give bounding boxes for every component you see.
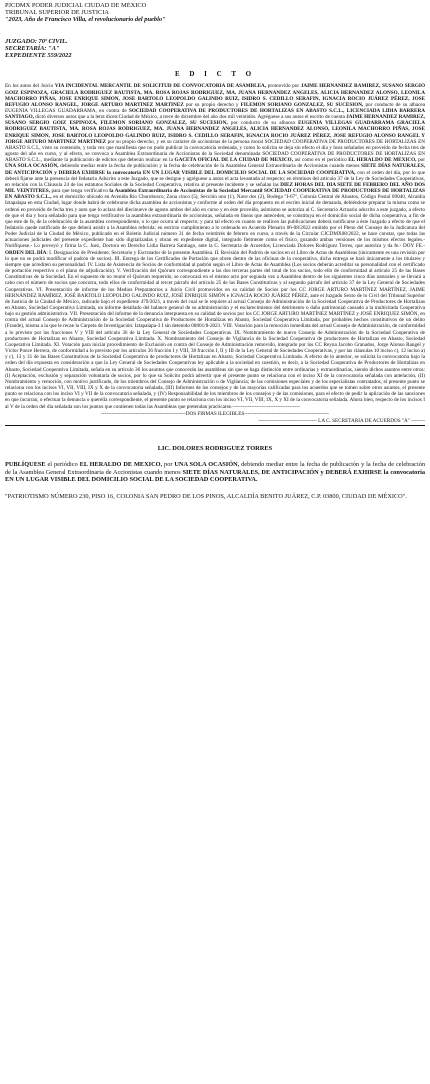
body-text: por conducto de su albacea — [227, 120, 299, 127]
body-bold: FILEMON SORIANO GONZALEZ, SU SUCESION, — [240, 101, 364, 108]
body-text: : I. Designación de Presidente, Secretario y Escrutador de la presente Asamblea. II. Revisión del Padrón de socios en el Libro de Actas de Asambleas (únicamente es una revisión por lo que no se podrá modificar el padrón de socios). III. Entrega de los Certificados de Portación que obren dentro de las oficinas de la cooperativa, dicha entrega se hará únicamente a los titulares y siempre que acrediten su personalidad. IV. Lista de Asistencia de Socios de conformidad al padrón según el Libro de Actas de Asamblea (Los socios deberán acreditar su personalidad con el certificado de portación respectivo o el plano de adjudicación). V. Verificación del Quórum correspondiente a las dos terceras partes del total de los socios, todo ello de conformidad al artículo 25 de las Bases Constitutivas de la Sociedad. En el supuesto de no reunir el Quórum requerido, se convocará en el mismo acto por segunda vez a Asamblea dentro de los siguientes cinco días naturales y se llevará a cabo con el número de socios que concurra, todo ellos de conformidad al tercer párrafo del artículo 25 de las Bases Constitutivas y al segundo párrafo del artículo 37 de la Ley General de Sociedades Cooperativas. VI. Presentación de informe de los Medios Preparatorios a Juicio Civil promovidos en su calidad de Socios por los CC JORGE ARTURO MARTÍNEZ MARTÍNEZ, JAIME HERNÁNDEZ RAMÍREZ, JOSÉ BARTOLO LEOPOLDO GALINDO RUIZ, JOSÉ ENRIQUE SIMÓN e IGNACIA ROCIO JUÁREZ PÉREZ, ante el Juzgado Sexto de lo Civil del Tribunal Superior de Justicia de la Ciudad de México, radicado bajo el expediente 479/2021, a través del cual se le requiere al actual Consejo de Administración de la Sociedad Cooperativa de Productores de Hortalizas en Abasto, Sociedad Cooperativa Limitada, un informe detallado del balance general de su administración y el esclarecimiento del detrimento o daño patrimonial causado a la multicitada Cooperativa bajo su gestión administrativa. VII. Presentación del informe de la denuncia interpuesta en su calidad de socios por los CC JORGE ARTURO MARTÍNEZ MARTÍNEZ y JOSÉ ENRIQUEZ SIMÓN, en contra del actual Consejo de Administración de la Sociedad Cooperativa de Productores de Hortalizas en Abasto, Sociedad Cooperativa Limitada, por probables hechos constitutivos de un delito (Fraude), misma a la que le recae la Carpeta de Investigación: Iztapalapa-3 I sin detenido 00801/8-2021. VIII. Votación para la remoción inmediata del actual Consejo de Administración, de conformidad a lo previsto por las fracciones V y VIII del artículo 36 de la Ley General de Sociedades Cooperativas. IX. Nombramiento de nuevo Consejo de Administración de la Sociedad Cooperativa de productores de Hortalizas en Abasto, Sociedad Cooperativa Limitada. X. Nombramiento del Consejo de Vigilancia de la Sociedad Cooperativa de productores de Hortalizas en Abasto, Sociedad Cooperativa Limitada. XI. Votación para iniciar procedimiento de Exclusión en contra del Consejo de Administración removido, integrado por los CC Reyna Jacobo Granados, Jorge Alonso Rangel y Víctor Ponce Herrera, de conformidad a lo previsto por los artículos 36 fracción I y VIII, 38 fracción I, II y III de la Ley General de Sociedades Cooperativas, y por las cláusulas 10 inciso c), 12 inciso a) y c), 13 y 31 de las Bases Constitutivas de la Sociedad Cooperativa de productores de Hortalizas en Abasto, Sociedad Cooperativa Limitada. A efecto de lo anterior, se solicita la convocatoria bajo la orden del día expuesta en consideración a que la Ley General de Sociedades Cooperativas ley aplicable a la sociedad en cuestión, es decir, a la Sociedad Cooperativa de Productores de Hortalizas en Abasto, Sociedad Cooperativa Limitada, señala en su artículo 36 los asuntos que conocerán las asambleas sin que se haga distinción entre ordinarias y extraordinarias, siendo dichos asuntos entre otros: (I) Aceptación, exclusión y separación voluntaria de socios, por lo que su Solicito podrá advertir que el presente punto se relaciona con el inciso XI de la convocatoria señalada con antelación, (II) Nombramiento y remoción, con motivo justificado, de los miembros del Consejo de Administración o de Vigilancia; de las comisiones especiales y de los especialistas contratados, el presente punto se relaciona con los incisos VI, VII, VIII, IX y X de la convocatoria señalada, (III) Informes de los consejos y de las mayorías calificadas para los acuerdos que se tomen sobre otros asuntos, el presente punto se relaciona con los inciso VI y VII de la convocatoria señalada, y (IV) Responsabilidad de los miembros de los consejos y de las comisiones, para el efecto de pedir la aplicación de las sanciones en que incurran, o efectuar la denuncia o querella correspondiente, el presente punto se relaciona con los inciso VI, VII, VIII, IX, X y XI de la convocatoria señalada. Ahora bien, respecto de los incisos I al V de la orden del día señalada son los puntos que contienen todas las Asambleas que pretendan practicarse.--------------------------------------- — [5, 249, 425, 410]
body-text: dictó diversos autos que a la letra dicen:Ciudad de México, a trece de diciembre del año dos mil veintidós. Agréguese a sus autos el escrito de cuenta — [33, 114, 347, 121]
body-bold: DIEZ HORAS DEL DIA SIETE DE FEBRERO DEL AÑO DOS MIL VEINTITRES, — [5, 181, 425, 195]
body-text: por su propio derecho y — [183, 101, 241, 108]
body-text: por — [416, 157, 425, 164]
pub-bold: PUBLÍQUESE — [5, 461, 46, 469]
header-line-1: PJCDMX PODER JUDICIAL CIUDAD DE MÉXICO — [5, 2, 147, 9]
pub-bold: SIETE DÍAS NATURALES, DE ANTICIPACIÓN y DEBERÁ EXHIRSE la convocatoria EN UN LUGAR VISIBLE DEL DOMICILIO SOCIAL DE LA SOCIEDAD COOPERATIVA. — [5, 468, 425, 483]
publication-note — [5, 461, 425, 483]
body-bold: GACETA OFICIAL DE LA CIUDAD DE MEXICO, — [174, 157, 294, 164]
court-name: JUZGADO: 70º CIVIL. — [5, 37, 68, 45]
pub-bold: EL HERALDO DE MEXICO, — [79, 461, 163, 469]
secretary-line: ---------------------------------- LA C. SECRETARIA DE ACUERDOS "A" -------- — [258, 417, 425, 424]
signatory-name: LIC. DOLORES RODRIGUEZ TORRES — [157, 444, 273, 452]
body-bold: ORDEN DEL DÍA — [5, 249, 47, 256]
secretary-name: SECRETARÍA: "A" — [5, 44, 60, 52]
pub-text: debiendo mediar entre la fecha de publicación y la fecha de celebración de la Asamblea General Extraordinaria de Accionistas cuando menos — [5, 461, 425, 476]
edict-document — [5, 2, 425, 1080]
body-text: por conducto de su albacea EUGENIA VILLEGAS GUADARRAMA, en contra de — [5, 101, 425, 114]
body-text: en el domicilio ubicado en Avenida Río Churubusco, Zona cinco (5), Sección uno (1), Nave dos (2), Bodega "I-67", Colonia Central de Abastos, Código Postal 09040, Alcaldía Iztapalapa en esta Ciudad, lugar donde habrá de celebrarse dicha asamblea de accionistas y conforme al orden del día propuesto en el escrito inicial de demanda, debiéndose preparar la misma como se ordenó en proveído de fecha tres y auto que lo aclara del diecinueve de agosto ambos del año en curso y en éste proveído, asimismo se autoriza al C. Secretario Actuario adscrito a este juzgado, a efecto de que el día y hora señalado para que tenga verificativo la asamblea extraordinaria de accionistas, señalada en líneas que anteceden, se constituya en el domicilio social de dicha cooperativa, a fin de que este de fe, de la celebración de la asamblea correspondiente, o lo que ocurra al respecto; y para tal efecto en cuanto se realicen las publicaciones deberá notificarse a éste Juzgado a efecto de que el fedatario quede notificado de que deberá asistir a la Asamblea referida; en estricto cumplimiento a lo ordenado en Acuerdo Plenario 06-08/2022 emitido por el Pleno del Consejo de la Judicatura del Poder Judicial de la Ciudad de México, publicado en el Boletín Judicial número 31 de fecha veintitrés de febrero en curso, a través de la Circular CJCDMX08/2022, se hace constar, que todas las actuaciones judiciales del presente expediente han sido digitalizadas y obran en expediente digital, integrado fielmente como el físico, gozando ambas versiones de los mismos efectos legales.- Notifíquese.- Lo proveyó y firma la C. Juez, Doctora en Derecho Lidia Barrera Santiago, ante la C. Secretaria de Acuerdos, Licenciada Dolores Rodríguez Torres, que autoriza y da fe.- DOY FE.- — [5, 194, 425, 250]
body-bold: EUGENIA VILLEGAS GUADARRAMA GRACIELA RODRIGUEZ BAUTISTA, MA. ROSA ROJAS RODRIGUEZ, MA. JUANA HERNANDEZ ANGELES, ALICIA HERNANDEZ ALONSO, LEONILA MACHORRO PIÑAS, JOSE ENRIQUE SIMON, JOSE BARTOLO LEOPOLDO GALINDO RUIZ, ISIDRO S. CEDILLO SERAFIN, IGNACIA ROCIO JUÁREZ PÉREZ, JOSE REFUGIO ALONSO RANGEL Y JORGE ARTURO MARTINEZ MARTINEZ — [5, 120, 425, 145]
body-bold: la Asamblea Extraordinaria de Accionistas de la Sociedad Mercantil SOCIEDAD COOPERATIVA DE PRODUCTORES DE HORTALIZAS EN ABASTO S.C.L., — [5, 188, 425, 201]
body-bold: VIA INCIDENTAL MERCANTIL DE SOLICITUD DE CONVOCATORIA DE ASAMBLEA, — [54, 83, 267, 90]
pub-text: el periódico — [45, 461, 80, 469]
signatures-line: -------------------------------------------------DOS FIRMAS ILEGIBLES------------------------------------------------- — [101, 410, 329, 417]
divider — [5, 425, 425, 426]
body-text: debiendo mediar entre la fecha de publicación y la fecha de celebración de la Asamblea General Extraordinaria de Accionistas cuando menos — [58, 163, 362, 170]
pub-text: por — [162, 461, 175, 469]
body-bold: SIETE DÍAS NATURALES, DE ANTICIPACIÓN y DEBERA EXHIRSE la convocatoria EN UN LUGAR VISIBLE DEL DOMICILIO SOCIAL DE LA SOCIEDAD COOPERATIVA, — [5, 163, 425, 176]
body-bold: JAIME HERNANDEZ RAMIREZ, SUSANO SERGIO GOIZ ESPINOZA, FILEMON SORIANO GONZALEZ, SU SUCESION, — [5, 114, 425, 127]
body-text: promovido por — [266, 83, 301, 90]
case-metadata — [5, 38, 425, 60]
file-number: EXPEDIENTE 559/2022 — [5, 52, 72, 60]
header-line-2: TRIBUNAL SUPERIOR DE JUSTICIA — [5, 9, 109, 17]
body-bold: UNA SOLA OCASIÓN, — [5, 163, 59, 170]
body-text: con el orden del día, por lo que deberá fijarse ante la presencia del fedatario Adscrito a este Juzgado, que se designe y agréguese a autos el acta levantada al respecto; en términos del artículo 37 de la Ley de Sociedades Cooperativas, en relación con la Cláusula 24 de los estatutos Sociales de la Sociedad Cooperativa, relativa al presente incidente y se señalan las — [5, 169, 425, 188]
body-text: así como en el periódico — [293, 157, 349, 164]
body-bold: SOCIEDAD COOPERATIVA DE PRODUCTORES DE HORTALIZAS EN ABASTO S.C.L., LICENCIADA LIDIA BARRERA SANTIAGO, — [5, 108, 425, 121]
pub-bold: UNA SOLA OCASIÓN, — [174, 461, 240, 469]
body-text: para que tenga verificativo — [49, 188, 110, 195]
body-text: por su propio derecho, y en su carácter de accionistas de la persona moral SOCIEDAD COOPERATIVA DE PRODUCTORES DE HORTALIZAS EN ABASTO S.C.L, visto su contenido, y toda vez que manifiesta que no pudo publicar la convocatoria ordenada, y como lo solicita se deja sin efecto el día y hora señalados en proveído de fecha tres de agosto del año en curso, y al efecto, se convoca a Asamblea Extraordinaria de Accionistas de la Sociedad denominada SOCIEDAD COOPERATIVA DE PRODUCTORES DE HORTALIZAS EN ABASTO S.C.L., mediante la publicación de edictos que deberán realizar en la — [5, 138, 425, 164]
body-bold: EL HERALDO DE MEXICO, — [348, 157, 417, 164]
court-address: "PATRIOTISMO NÚMERO 230, PISO 16, COLONIA SAN PEDRO DE LOS PINOS, ALCALDÍA BENITO JUÁREZ, C.P. 03800, CIUDAD DE MÉXICO". — [5, 493, 407, 501]
body-bold: JAIME HERNANDEZ RAMIREZ, SUSANO SERGIO GOIZ ESPINOZA, GRACIELA RODRIGUEZ BAUTISTA, MA. ROSA ROJAS RODRIGUEZ, MA. JUANA HERNANDEZ ANGELES, ALICIA HERNANDEZ ALONSO, LEONILA MACHORRO PIÑAS, JOSE ENRIQUE SIMON, JOSE BARTOLO LEOPOLDO GALINDO RUIZ, ISIDRO S. CEDILLO SERAFIN, IGNACIA ROCIO JUÁREZ PÉREZ, JOSE REFUGIO ALONSO RANGEL, JORGE ARTURO MARTINEZ MARTINEZ — [5, 83, 425, 108]
document-title: E D I C T O — [174, 70, 256, 79]
edict-body — [5, 83, 425, 409]
court-header — [5, 2, 425, 24]
body-text: En los autos del Juicio — [5, 83, 55, 90]
header-motto: "2023, Año de Francisco Villa, el revolucionario del pueblo" — [5, 16, 166, 24]
